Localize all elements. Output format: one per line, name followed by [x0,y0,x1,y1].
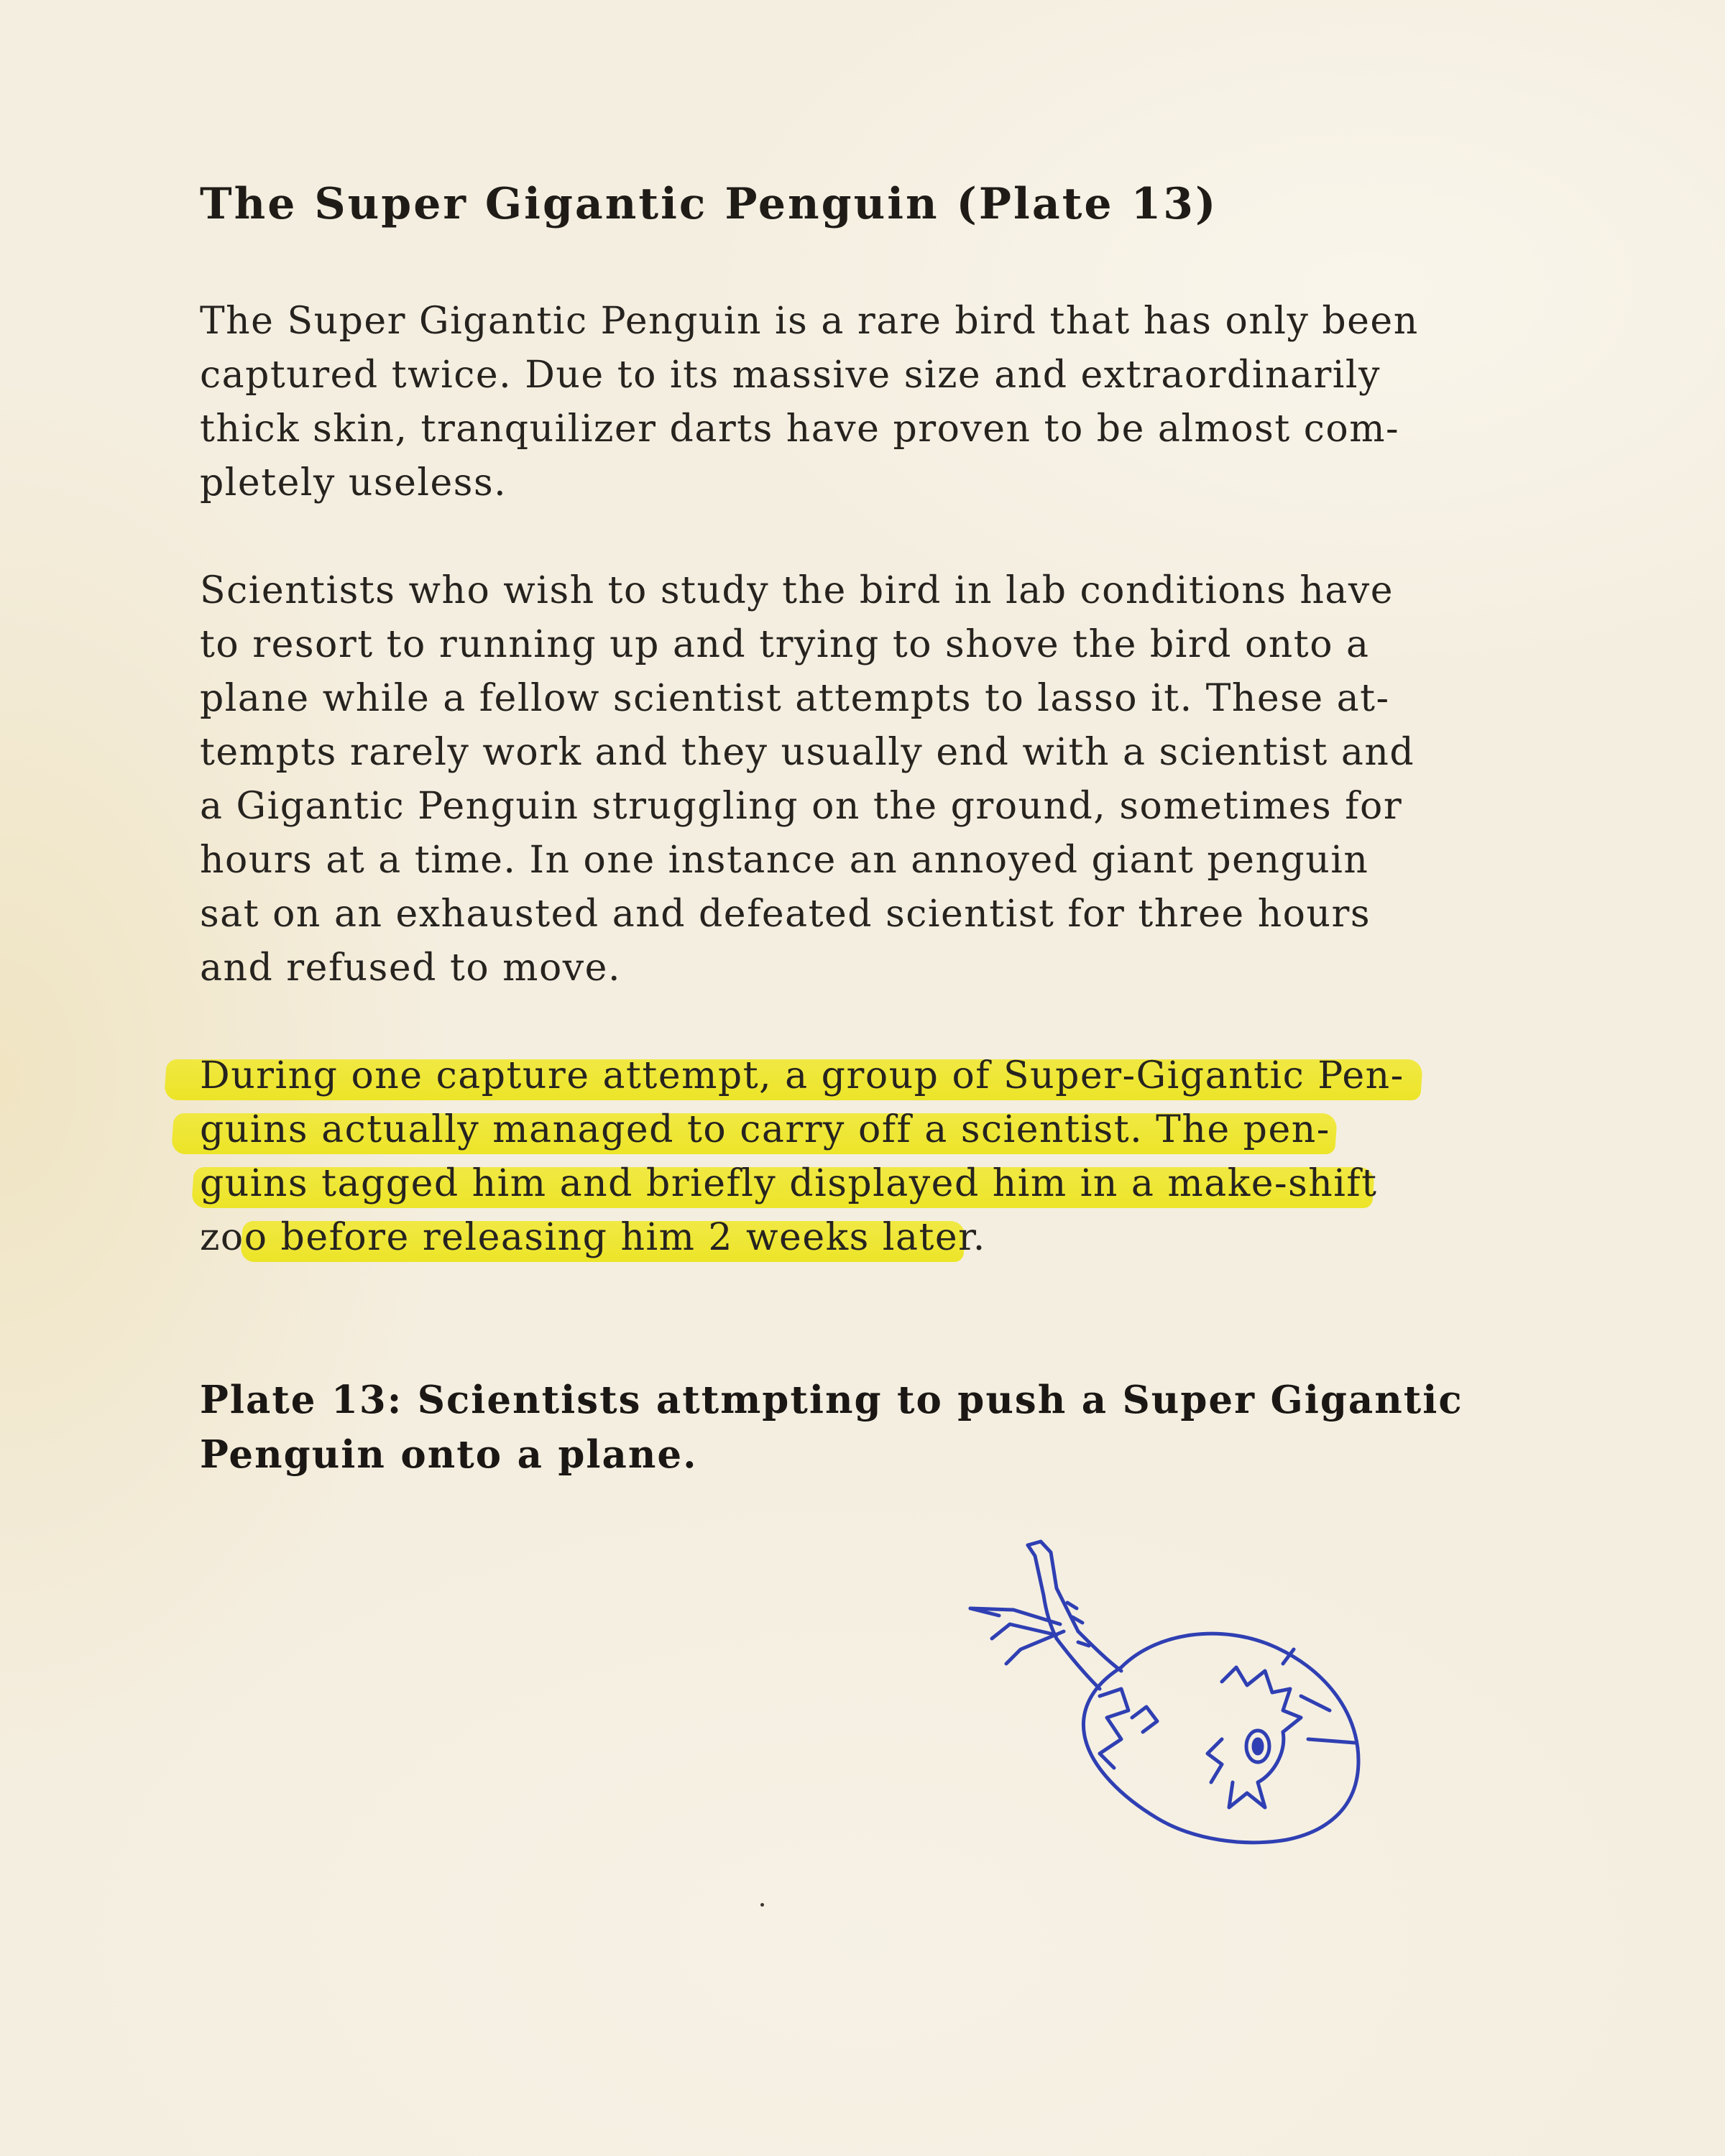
highlight-mark: guins tagged him and briefly displayed him in a make-shift [200,1157,1378,1211]
highlight-mark: zoo before releasing him 2 weeks later. [200,1211,986,1265]
text-line: a Gigantic Penguin struggling on the ground, sometimes for [200,785,1403,828]
highlighted-line [200,1103,1565,1157]
text-line: plane while a fellow scientist attempts to lasso it. These at- [200,677,1390,720]
text-line: pletely useless. [200,461,507,505]
text-line: Scientists who wish to study the bird in lab conditions have [200,569,1394,612]
text-line: The Super Gigantic Penguin is a rare bird that has only been [200,300,1419,343]
text-line: to resort to running up and trying to shove the bird onto a [200,623,1370,666]
highlighted-line [200,1211,1565,1265]
text-line: sat on an exhausted and defeated scientist for three hours [200,893,1371,936]
caption-line: Penguin onto a plane. [200,1432,698,1477]
paragraph-capture-methods [200,564,1565,995]
highlight-mark: guins actually managed to carry off a scientist. The pen- [200,1103,1330,1157]
paragraph-highlighted [200,1049,1565,1265]
caption-line: Plate 13: Scientists attmpting to push a Super Gigantic [200,1378,1463,1422]
text-line: and refused to move. [200,946,621,990]
paragraph-intro [200,295,1565,510]
highlight-mark: During one capture attempt, a group of Super-Gigantic Pen- [200,1049,1404,1103]
plate-caption [200,1373,1463,1482]
penguin-sketch-icon [884,1524,1387,1926]
highlighted-line [200,1049,1565,1103]
paper-speck [760,1903,764,1907]
text-line: captured twice. Due to its massive size and extraordinarily [200,354,1381,397]
text-line: hours at a time. In one instance an annoyed giant penguin [200,839,1369,882]
page-title: The Super Gigantic Penguin (Plate 13) [200,179,1218,229]
text-line: tempts rarely work and they usually end with a scientist and [200,731,1415,774]
highlighted-line [200,1157,1565,1211]
text-line: thick skin, tranquilizer darts have proven to be almost com- [200,407,1400,451]
